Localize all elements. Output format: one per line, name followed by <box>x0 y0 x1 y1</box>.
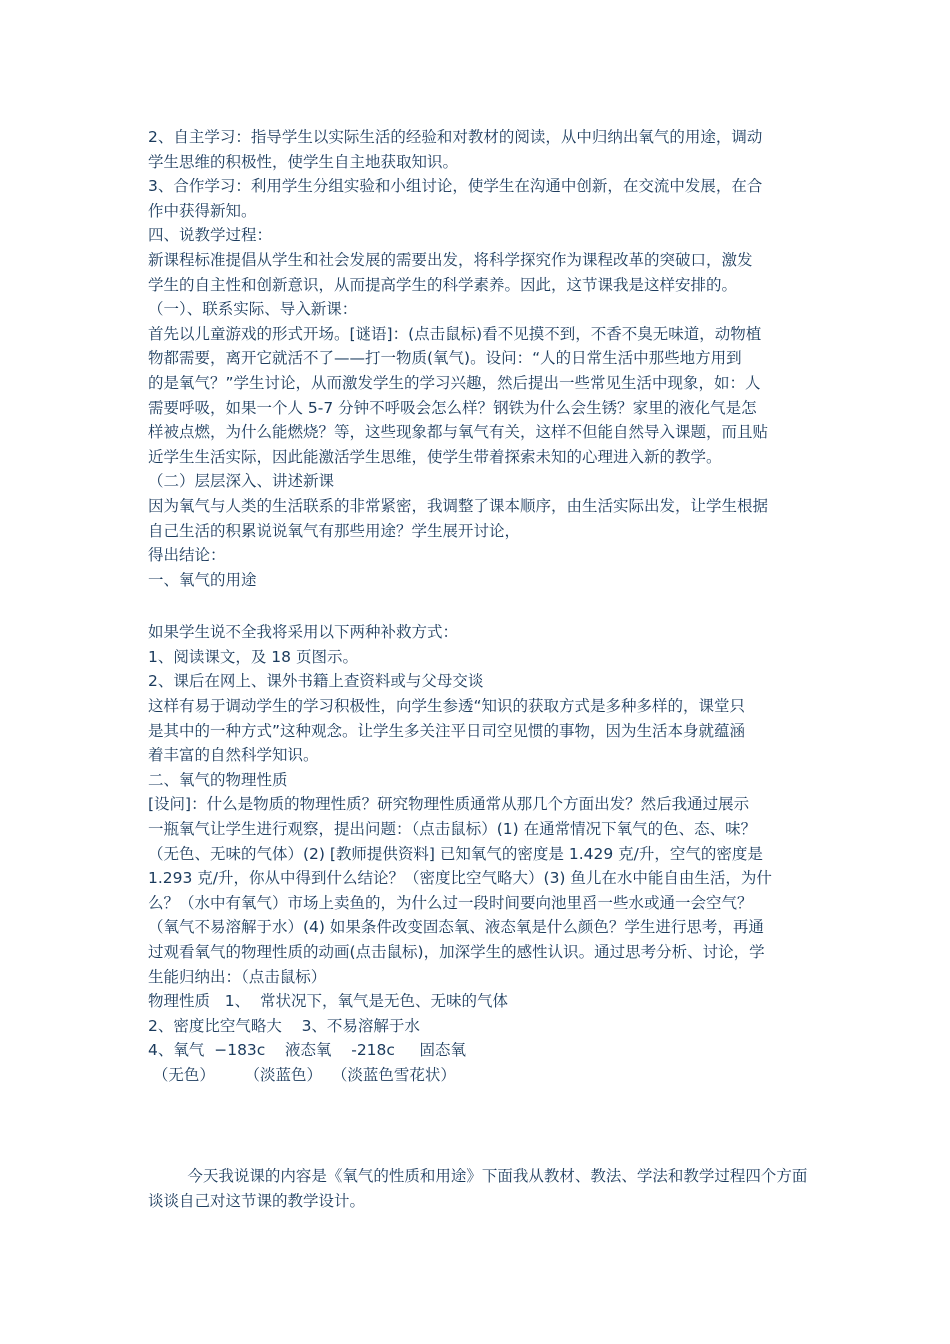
body-section-2 <box>148 620 808 1087</box>
text-line: 一瓶氧气让学生进行观察，提出问题：（点击鼠标）(1) 在通常情况下氧气的色、态、味？ <box>148 820 757 839</box>
text-line: 学生思维的积极性，使学生自主地获取知识。 <box>148 152 459 171</box>
body-section-1 <box>148 125 808 592</box>
text-line: 2、自主学习：指导学生以实际生活的经验和对教材的阅读，从中归纳出氧气的用途，调动 <box>148 128 763 146</box>
text-line: 生能归纳出：（点击鼠标） <box>148 967 327 986</box>
text-line: （氧气不易溶解于水）(4) 如果条件改变固态氧、液态氧是什么颜色？学生进行思考，再通 <box>148 918 764 937</box>
spacer <box>148 592 808 620</box>
text-line: 因为氧气与人类的生活联系的非常紧密，我调整了课本顺序，由生活实际出发，让学生根据 <box>148 496 769 515</box>
subsection-heading: （一）、联系实际、导入新课： <box>148 300 358 319</box>
text-line: 1.293 克/升，你从中得到什么结论？（密度比空气略大）(3) 鱼儿在水中能自由生活，为什 <box>148 869 772 888</box>
text-line: 是其中的一种方式”这种观念。让学生多关注平日司空见惯的事物，因为生活本身就蕴涵 <box>148 721 746 740</box>
text-line: 首先以儿童游戏的形式开场。[谜语]：(点击鼠标)看不见摸不到，不香不臭无味道，动物植 <box>148 324 762 343</box>
section-heading: 二、氧气的物理性质 <box>148 770 288 789</box>
text-line: （无色、无味的气体）(2) [教师提供资料] 已知氧气的密度是 1.429 克/升，空气的密度是 <box>148 844 763 863</box>
text-line: 4、氧气 −183c 液态氧 -218c 固态氧 <box>148 1041 467 1060</box>
text-line: 自己生活的积累说说氧气有那些用途？学生展开讨论， <box>148 521 521 540</box>
text-line: [设问]：什么是物质的物理性质？研究物理性质通常从那几个方面出发？然后我通过展示 <box>148 795 750 814</box>
text-line: 2、课后在网上、课外书籍上查资料或与父母交谈 <box>148 672 484 691</box>
section-heading: 一、氧气的用途 <box>148 570 257 589</box>
text-line: 学生的自主性和创新意识，从而提高学生的科学素养。因此，这节课我是这样安排的。 <box>148 275 738 294</box>
text-line: 这样有易于调动学生的学习积极性，向学生参透“知识的获取方式是多种多样的，课堂只 <box>148 697 746 716</box>
text-line: （无色） （淡蓝色） （淡蓝色雪花状） <box>148 1065 456 1084</box>
text-line: 物理性质 1、 常状况下，氧气是无色、无味的气体 <box>148 992 508 1011</box>
section-heading: 四、说教学过程： <box>148 226 273 245</box>
text-line: 作中获得新知。 <box>148 201 257 220</box>
closing-paragraph: 今天我说课的内容是《氧气的性质和用途》下面我从教材、教法、学法和教学过程四个方面谈谈自己对这节课的教学设计。 <box>148 1167 808 1210</box>
text-line: 么？（水中有氧气）市场上卖鱼的，为什么过一段时间要向池里舀一些水或通一会空气？ <box>148 893 753 912</box>
text-line: 新课程标准提倡从学生和社会发展的需要出发，将科学探究作为课程改革的突破口，激发 <box>148 250 753 269</box>
text-line: 过观看氧气的物理性质的动画(点击鼠标)，加深学生的感性认识。通过思考分析、讨论，学 <box>148 943 765 961</box>
text-line: 如果学生说不全我将采用以下两种补救方式： <box>148 623 459 642</box>
text-line: 物都需要，离开它就活不了——打一物质(氧气)。设问：“人的日常生活中那些地方用到 <box>148 349 742 368</box>
text-line: 的是氧气？”学生讨论，从而激发学生的学习兴趣，然后提出一些常见生活中现象，如：人 <box>148 373 761 392</box>
text-line: 样被点燃，为什么能燃烧？等，这些现象都与氧气有关，这样不但能自然导入课题，而且贴 <box>148 423 769 442</box>
text-line: 近学生生活实际，因此能激活学生思维，使学生带着探索未知的心理进入新的教学。 <box>148 447 722 466</box>
text-line: 2、密度比空气略大 3、不易溶解于水 <box>148 1016 420 1035</box>
text-line: 需要呼吸，如果一个人 5-7 分钟不呼吸会怎么样？钢铁为什么会生锈？家里的液化气是怎 <box>148 398 757 417</box>
text-line: 着丰富的自然科学知识。 <box>148 746 319 765</box>
text-line: 3、合作学习：利用学生分组实验和小组讨论，使学生在沟通中创新，在交流中发展，在合 <box>148 177 763 196</box>
text-line: 1、阅读课文，及 18 页图示。 <box>148 647 358 666</box>
text-line: 得出结论： <box>148 546 226 565</box>
subsection-heading: （二）层层深入、讲述新课 <box>148 472 335 491</box>
document-body <box>148 125 808 1088</box>
